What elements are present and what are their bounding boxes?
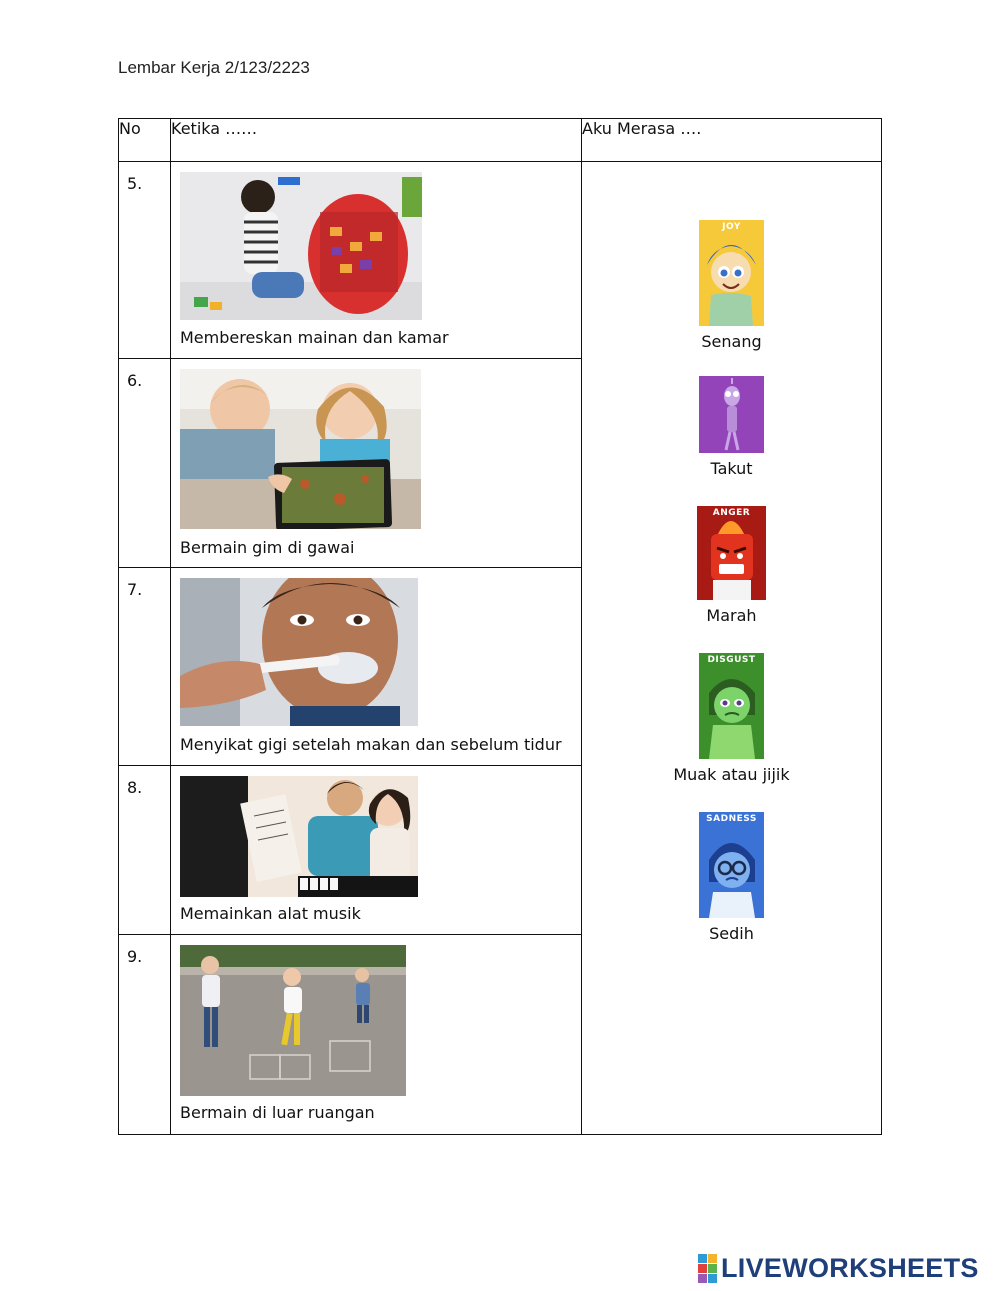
feeling-item [582, 220, 881, 351]
activity-cell [171, 568, 582, 766]
activity-cell [171, 359, 582, 568]
fear-poster [699, 376, 764, 453]
activity-caption: Membereskan mainan dan kamar [180, 328, 449, 347]
header-no: No [119, 119, 171, 162]
feeling-label: Takut [710, 459, 753, 478]
photo-brushing-teeth [180, 578, 418, 726]
row-number: 8. [119, 766, 171, 935]
row-number: 7. [119, 568, 171, 766]
activity-cell [171, 935, 582, 1135]
sadness-poster [699, 812, 764, 918]
feelings-list [582, 220, 881, 943]
poster-title: DISGUST [707, 655, 756, 665]
activity-caption: Bermain di luar ruangan [180, 1103, 375, 1122]
row-number: 5. [119, 162, 171, 359]
feeling-label: Marah [706, 606, 757, 625]
poster-title: ANGER [712, 508, 751, 518]
row-number: 6. [119, 359, 171, 568]
worksheet-code: Lembar Kerja 2/123/2223 [118, 58, 310, 77]
feeling-item [582, 653, 881, 784]
poster-title: SADNESS [706, 814, 757, 824]
activity-caption: Menyikat gigi setelah makan dan sebelum tidur [180, 735, 562, 754]
photo-playing-piano [180, 776, 418, 897]
table-header-row [119, 119, 882, 162]
table-row [119, 162, 882, 359]
photo-tidying-toys [180, 172, 422, 320]
row-number: 9. [119, 935, 171, 1135]
worksheet-table [118, 118, 882, 1135]
header-ketika: Ketika …… [171, 119, 582, 162]
logo-text: LIVEWORKSHEETS [721, 1253, 979, 1283]
feeling-item [582, 812, 881, 943]
poster-title: JOY [722, 222, 741, 232]
feeling-item [582, 506, 881, 625]
feeling-label: Senang [701, 332, 762, 351]
logo-mark-icon [698, 1254, 717, 1283]
activity-cell [171, 766, 582, 935]
header-aku-merasa: Aku Merasa …. [582, 119, 882, 162]
feeling-label: Muak atau jijik [673, 765, 790, 784]
joy-poster [699, 220, 764, 326]
feeling-item [582, 376, 881, 478]
photo-playing-tablet [180, 369, 421, 529]
feeling-label: Sedih [709, 924, 754, 943]
activity-caption: Bermain gim di gawai [180, 538, 355, 557]
photo-playing-outside [180, 945, 406, 1096]
anger-poster [697, 506, 766, 600]
disgust-poster [699, 653, 764, 759]
liveworksheets-logo [698, 1253, 979, 1284]
feelings-cell [582, 162, 882, 1135]
activity-caption: Memainkan alat musik [180, 904, 361, 923]
activity-cell [171, 162, 582, 359]
